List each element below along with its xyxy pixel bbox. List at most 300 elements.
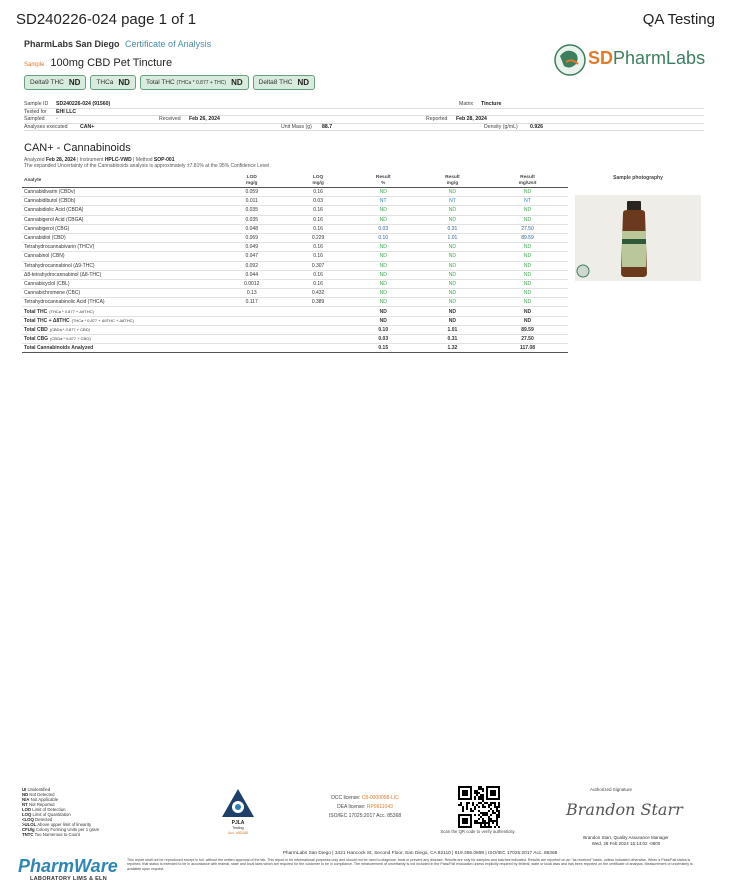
qr-module — [498, 804, 500, 806]
pill-label — [146, 79, 226, 86]
density-value: 0.926 — [530, 123, 543, 130]
pjla-dot — [235, 804, 241, 810]
legend-key: LOD — [22, 807, 32, 812]
qr-module — [462, 810, 464, 812]
verification-qr-code[interactable] — [457, 786, 501, 828]
cell-result-pct: 0.10 — [349, 233, 418, 242]
col-lod: LOD mg/g — [216, 174, 287, 188]
total-row — [22, 316, 568, 325]
pill-total-thc — [140, 75, 249, 90]
cell-loq: 0.307 — [287, 261, 348, 270]
qr-module — [482, 796, 484, 798]
cell-result-pct: NT — [349, 197, 418, 206]
sampled-value: - — [56, 116, 58, 122]
qr-module — [490, 826, 492, 828]
qr-module — [492, 810, 494, 812]
qr-module — [468, 802, 470, 804]
bottle-label-band — [622, 239, 646, 244]
qr-module — [484, 814, 486, 816]
qr-module — [466, 806, 468, 808]
qr-module — [484, 826, 486, 828]
qr-module — [496, 816, 498, 818]
pharmware-tagline: LABORATORY LIMS & ELN — [30, 876, 107, 882]
qr-module — [472, 802, 474, 804]
cell-result-mgu: 27.50 — [487, 224, 568, 233]
cell-lod: 0.011 — [216, 197, 287, 206]
licenses — [305, 794, 425, 821]
qr-module — [488, 816, 490, 818]
qr-module — [462, 818, 468, 824]
cell-lod: 0.044 — [216, 270, 287, 279]
qr-module — [476, 792, 478, 794]
legend-value: Limit of Quantitation — [32, 812, 71, 817]
qr-module — [476, 790, 478, 792]
qr-module — [478, 796, 480, 798]
qr-module — [498, 812, 500, 814]
table-row — [22, 279, 568, 288]
qr-module — [466, 804, 468, 806]
cell-analyte: Cannabidiol (CBD) — [22, 233, 216, 242]
qr-module — [492, 820, 494, 822]
qr-module — [484, 802, 486, 804]
legend-value: Not Applicable — [30, 797, 59, 802]
total-name: Total THC — [24, 308, 48, 315]
qr-module — [486, 802, 488, 804]
col-result-pct: Result % — [349, 174, 418, 188]
qr-module — [478, 806, 480, 808]
legend-item — [22, 832, 99, 837]
dea-value: RP0611043 — [366, 804, 393, 810]
qr-module — [494, 820, 496, 822]
qr-module — [484, 824, 486, 826]
qr-module — [474, 820, 476, 822]
qr-module — [482, 820, 484, 822]
qr-module — [480, 812, 482, 814]
cell-total-mgg: ND — [418, 316, 487, 325]
method-label: Method — [135, 157, 153, 163]
cell-total-pct: ND — [349, 316, 418, 325]
bottle-label — [622, 231, 646, 267]
qr-module — [478, 798, 480, 800]
report-id: SD240226-024 page 1 of 1 — [16, 11, 197, 28]
cell-total-mgu: ND — [487, 307, 568, 316]
cell-loq: 0.389 — [287, 298, 348, 307]
qr-module — [486, 822, 488, 824]
unit-mass-label: Unit Mass (g) — [281, 123, 312, 130]
cell-result-pct: ND — [349, 188, 418, 197]
cell-result-mgg: ND — [418, 188, 487, 197]
legend-value: Unidentified — [27, 787, 51, 792]
qr-module — [482, 800, 484, 802]
qr-module — [496, 814, 498, 816]
cell-loq: 0.16 — [287, 188, 348, 197]
legend-key: <LOQ — [22, 817, 34, 822]
qr-module — [472, 810, 474, 812]
qr-module — [480, 816, 482, 818]
qr-module — [478, 802, 480, 804]
qr-module — [476, 820, 478, 822]
pill-formula: (THCa * 0.877 + THC) — [176, 80, 227, 86]
total-row — [22, 307, 568, 316]
qr-module — [482, 826, 484, 828]
pill-label: Delta8 THC — [258, 79, 293, 86]
legend-value: Above upper limit of linearity — [37, 822, 92, 827]
cell-loq: 0.03 — [287, 197, 348, 206]
qr-module — [476, 804, 478, 806]
pjla-sub: Testing — [232, 826, 244, 830]
cell-empty — [216, 307, 287, 316]
dcc-value: C8-0000098-LIC — [361, 795, 399, 801]
cell-loq: 0.16 — [287, 243, 348, 252]
sample-name-text: 100mg CBD Pet Tincture — [50, 57, 173, 69]
qr-module — [482, 812, 484, 814]
legend-key: TNTC — [22, 832, 34, 837]
qr-module — [474, 798, 476, 800]
cell-result-pct: ND — [349, 252, 418, 261]
qr-module — [462, 790, 468, 796]
tested-for-value: EHI LLC — [56, 108, 77, 115]
cell-total-analyte — [22, 335, 216, 344]
unit-mass-value: 88.7 — [322, 123, 333, 130]
photo-header: Sample photography — [613, 175, 663, 181]
density — [530, 124, 543, 130]
qr-module — [482, 804, 484, 806]
dcc-label: DCC license: — [331, 795, 361, 801]
sample-photo — [575, 195, 701, 281]
qr-module — [484, 822, 486, 824]
qr-module — [492, 802, 494, 804]
reported-value: Feb 28, 2024 — [456, 116, 487, 122]
qr-module — [490, 808, 492, 810]
pjla-name: PJLA — [231, 820, 245, 826]
table-row — [22, 261, 568, 270]
qr-module — [458, 804, 460, 806]
total-row — [22, 335, 568, 344]
cell-result-mgu: ND — [487, 261, 568, 270]
qr-module — [490, 818, 492, 820]
total-formula: (CBGa * 0.877 + CBG) — [50, 336, 91, 342]
qr-module — [480, 794, 482, 796]
cell-lod: 0.117 — [216, 298, 287, 307]
signed-date: Wed, 28 Feb 2024 15:14:02 -0800 — [591, 840, 661, 846]
pill-label: Delta9 THC — [30, 79, 64, 86]
qr-module — [496, 820, 498, 822]
lab-name-text: PharmLabs San Diego — [24, 39, 120, 49]
cell-total-mgu: ND — [487, 316, 568, 325]
cell-result-mgg: ND — [418, 270, 487, 279]
cell-total-analyte — [22, 316, 216, 325]
cell-result-mgu: ND — [487, 252, 568, 261]
qr-module — [492, 812, 494, 814]
qr-module — [494, 812, 496, 814]
pill-value: ND — [68, 78, 81, 87]
qr-module — [490, 790, 496, 796]
qr-module — [488, 824, 490, 826]
density-label: Density (g/mL) — [484, 123, 518, 130]
total-row — [22, 325, 568, 334]
table-row — [22, 206, 568, 215]
cell-empty — [216, 335, 287, 344]
cell-loq: 0.432 — [287, 289, 348, 298]
cell-result-mgg: ND — [418, 215, 487, 224]
pill-delta9-thc — [24, 75, 86, 90]
qr-module — [482, 818, 484, 820]
footer-disclaimer: This report shall not be reproduced except in full, without the written approval of the lab. This report is for informational purposes only and should not be used to diagnose, treat or prevent any disease. Results are only for samples and batches indicated. Results are reported on an "as received" basis, unless indicated otherwise. When a Pass/Fail status is reported, that status is intended to be in accordance with federal, state and local laws which are required for the customer to be in compliance. The measurement of uncertainty is not included in the Pass/Fail evaluation unless explicitly required by federal, state or local laws and has been reported on the certificate of analysis. Measurement of uncertainty is available upon request. — [127, 858, 693, 871]
cell-result-mgg: ND — [418, 252, 487, 261]
qr-module — [494, 826, 496, 828]
qr-module — [488, 826, 490, 828]
analyzed-label: Analyzed — [24, 157, 45, 163]
pjla-acc: Acc. #85368 — [228, 831, 248, 835]
legend-value: Not Detected — [29, 792, 55, 797]
qr-module — [482, 814, 484, 816]
cell-lod: 0.0012 — [216, 279, 287, 288]
qr-module — [466, 808, 468, 810]
qr-module — [482, 794, 484, 796]
qr-module — [496, 824, 498, 826]
cell-analyte: Cannabicyclol (CBL) — [22, 279, 216, 288]
qr-module — [480, 802, 482, 804]
total-name: Total CBG — [24, 336, 49, 343]
qr-module — [470, 808, 472, 810]
qr-module — [476, 794, 478, 796]
cell-result-mgg: ND — [418, 279, 487, 288]
qr-module — [486, 826, 488, 828]
pill-label-text: Total THC — [145, 79, 175, 86]
cell-loq: 0.16 — [287, 224, 348, 233]
legend-key: NT — [22, 802, 28, 807]
qr-module — [498, 826, 500, 828]
cell-result-mgg: 0.31 — [418, 224, 487, 233]
received-label: Received — [159, 116, 181, 122]
qr-module — [488, 804, 490, 806]
qr-module — [478, 792, 480, 794]
pill-delta8-thc — [253, 75, 315, 90]
qr-module — [490, 804, 492, 806]
qr-module — [496, 822, 498, 824]
qr-module — [484, 820, 486, 822]
qr-module — [462, 806, 464, 808]
qr-module — [478, 818, 480, 820]
cell-result-pct: ND — [349, 243, 418, 252]
cell-result-mgg: ND — [418, 298, 487, 307]
table-row — [22, 188, 568, 197]
cell-total-mgu: 117.08 — [487, 344, 568, 353]
doc-type: Certificate of Analysis — [125, 39, 212, 49]
pjla-logo — [218, 787, 258, 835]
qr-module — [474, 796, 476, 798]
col-result-mgg: Result mg/g — [418, 174, 487, 188]
col-result-mgu: Result mg/Unit — [487, 174, 568, 188]
cell-result-pct: ND — [349, 279, 418, 288]
col-loq: LOQ mg/g — [287, 174, 348, 188]
cell-analyte: Cannabigerol Acid (CBGA) — [22, 215, 216, 224]
qr-module — [460, 804, 462, 806]
legend-value: Colony Forming Units per 1 gram — [35, 827, 100, 832]
table-row — [22, 197, 568, 206]
qr-module — [492, 822, 494, 824]
total-formula: (THCa * 0.877 + Δ9THC) — [49, 308, 94, 314]
analyses — [80, 124, 94, 130]
handwritten-signature: Brandon Starr — [566, 800, 683, 819]
qr-module — [488, 822, 490, 824]
qr-module — [474, 790, 476, 792]
sample-tag: Sample — [24, 62, 45, 68]
qr-module — [482, 788, 484, 790]
analyzed-value: Feb 28, 2024 — [45, 157, 76, 163]
matrix-value: Tincture — [481, 101, 502, 107]
analysis-details: Analyzed Feb 28, 2024 | Instrument HPLC-VWD | Method SOP-001 — [24, 157, 175, 163]
bottle-cap — [627, 201, 641, 211]
pill-value: ND — [297, 78, 310, 87]
legend-key: UI — [22, 787, 27, 792]
qr-module — [498, 806, 500, 808]
tested-for-label: Tested for — [24, 108, 47, 115]
cell-loq: 0.16 — [287, 215, 348, 224]
dea-license — [305, 803, 425, 812]
sample-id-value: SD240226-024 (91560) — [56, 101, 111, 107]
total-row — [22, 344, 568, 353]
qr-caption: Scan the QR code to verify authenticity. — [440, 829, 516, 834]
qr-module — [472, 804, 474, 806]
cell-total-analyte — [22, 344, 216, 353]
abbreviation-legend — [22, 787, 99, 837]
pill-thca — [90, 75, 136, 90]
signer-name: Brandon Starr, Quality Assurance Manager — [583, 835, 669, 840]
cell-result-mgg: ND — [418, 289, 487, 298]
cell-result-pct: ND — [349, 206, 418, 215]
cell-lod: 0.049 — [216, 243, 287, 252]
qr-module — [478, 814, 480, 816]
table-row — [22, 243, 568, 252]
cell-lod: 0.047 — [216, 252, 287, 261]
info-row — [24, 124, 704, 132]
legend-key: ND — [22, 792, 29, 797]
analyses-label: Analyses executed — [24, 123, 68, 130]
cell-result-mgu: 89.59 — [487, 233, 568, 242]
qr-module — [482, 798, 484, 800]
qr-module — [486, 812, 488, 814]
reported-label: Reported — [426, 116, 448, 122]
qr-module — [498, 802, 500, 804]
qr-module — [484, 812, 486, 814]
legend-value: Detected — [35, 817, 53, 822]
qr-module — [480, 824, 482, 826]
cell-result-mgu: ND — [487, 206, 568, 215]
table-row — [22, 270, 568, 279]
cell-total-pct: 0.10 — [349, 325, 418, 334]
cell-analyte: Tetrahydrocannabivarin (THCV) — [22, 243, 216, 252]
total-name: Total THC + Δ8THC — [24, 317, 70, 324]
dea-label: DEA license: — [337, 804, 366, 810]
qr-module — [480, 796, 482, 798]
qr-module — [480, 826, 482, 828]
cell-result-mgu: ND — [487, 289, 568, 298]
col-analyte: Analyte — [22, 174, 216, 188]
cell-analyte: Cannabidivarin (CBDv) — [22, 188, 216, 197]
cell-result-mgg: ND — [418, 243, 487, 252]
cell-result-mgu: ND — [487, 215, 568, 224]
received — [189, 116, 220, 122]
cell-total-pct: 0.15 — [349, 344, 418, 353]
cell-lod: 0.035 — [216, 215, 287, 224]
table-row — [22, 224, 568, 233]
cell-result-mgg: ND — [418, 261, 487, 270]
cell-loq: 0.16 — [287, 270, 348, 279]
matrix-label: Matrix — [459, 101, 474, 107]
reported — [456, 116, 487, 122]
table-row — [22, 215, 568, 224]
cell-loq: 0.229 — [287, 233, 348, 242]
total-name: Total Cannabinoids Analyzed — [24, 345, 94, 352]
sample-id — [56, 101, 110, 107]
qr-module — [474, 806, 476, 808]
logo-prefix: SD — [588, 48, 614, 68]
qr-module — [482, 790, 484, 792]
cell-loq: 0.16 — [287, 252, 348, 261]
cell-result-mgu: ND — [487, 298, 568, 307]
cell-total-pct: ND — [349, 307, 418, 316]
unit-mass — [322, 124, 332, 130]
cell-lod: 0.059 — [216, 188, 287, 197]
watermark-logo-icon — [577, 265, 589, 277]
sample-info — [24, 101, 704, 131]
qr-module — [486, 814, 488, 816]
cell-analyte: Cannabidibutol (CBDb) — [22, 197, 216, 206]
cell-lod: 0.035 — [216, 206, 287, 215]
qa-testing-title: QA Testing — [642, 11, 715, 28]
info-row — [24, 116, 704, 124]
cell-analyte: Cannabigerol (CBG) — [22, 224, 216, 233]
qr-module — [466, 802, 468, 804]
summary-pills — [24, 75, 315, 90]
qr-module — [478, 788, 480, 790]
qr-module — [490, 820, 492, 822]
cell-result-mgu: NT — [487, 197, 568, 206]
sample-name — [24, 57, 172, 69]
qr-module — [474, 808, 476, 810]
pill-value: ND — [231, 78, 243, 87]
qr-module — [498, 816, 500, 818]
sampled-label: Sampled — [24, 116, 45, 122]
table-row — [22, 289, 568, 298]
cell-empty — [287, 325, 348, 334]
cell-result-mgu: ND — [487, 188, 568, 197]
section-meta — [24, 156, 269, 170]
legend-key: CFU/g — [22, 827, 35, 832]
qr-module — [482, 806, 484, 808]
legend-value: Not Reported — [28, 802, 55, 807]
qr-module — [496, 810, 498, 812]
qr-module — [488, 818, 490, 820]
cell-analyte: Tetrahydrocannabinolic Acid (THCA) — [22, 298, 216, 307]
cell-lod: 0.092 — [216, 261, 287, 270]
cell-total-mgg: 0.31 — [418, 335, 487, 344]
authorized-signature-label: Authorized Signature — [590, 787, 633, 792]
iso-accreditation: ISO/IEC 17025:2017 Acc. 85368 — [328, 813, 402, 819]
table-body — [22, 188, 568, 353]
qr-module — [478, 810, 480, 812]
cell-empty — [287, 344, 348, 353]
info-row — [24, 101, 704, 109]
pill-label: THCa — [96, 79, 114, 86]
uncertainty-note: The expanded Uncertainty of the Cannabinoids analysis is approximately ±7.81% at the 95% Confidence Level — [24, 163, 270, 169]
qr-module — [484, 806, 486, 808]
analyses-value: CAN+ — [80, 123, 95, 130]
qr-module — [474, 814, 476, 816]
cell-result-mgu: ND — [487, 243, 568, 252]
cell-result-pct: ND — [349, 289, 418, 298]
